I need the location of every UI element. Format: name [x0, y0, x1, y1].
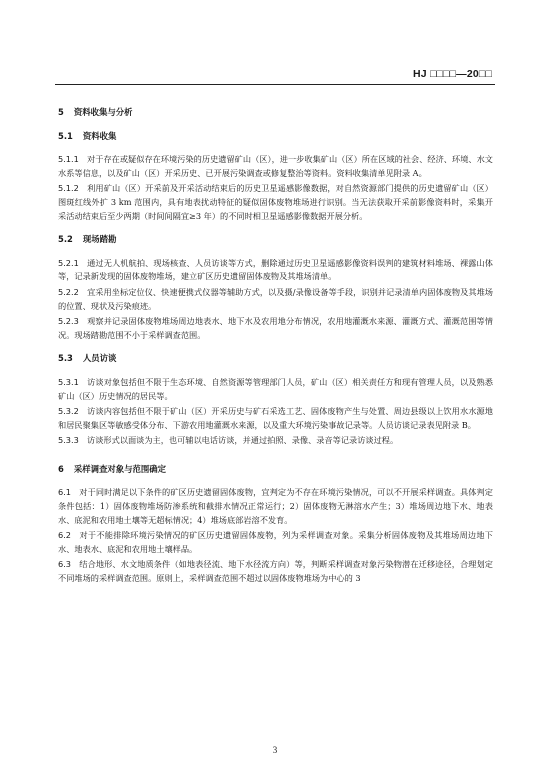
heading-text: 资料收集 [82, 130, 117, 141]
heading-number: 5 [58, 107, 64, 117]
page-number: 3 [272, 745, 278, 755]
standard-code-header: HJ □□□□—20□□ [413, 68, 492, 80]
clause-text: 访谈对象包括但不限于生态环境、自然资源等管理部门人员，矿山（区）相关责任方和现有管理人员，以及熟悉矿山（区）历史情况的居民等。 [58, 376, 493, 401]
spacer [58, 143, 493, 153]
heading-number: 5.3 [58, 353, 73, 364]
clause-number: 5.1.1 [58, 154, 79, 165]
clause-number: 5.2.1 [58, 257, 79, 268]
spacer [58, 476, 493, 486]
clause-paragraph [58, 434, 493, 448]
clause-number: 5.2.3 [58, 316, 79, 327]
subsection-heading [58, 352, 493, 366]
clause-text: 访谈形式以面谈为主，也可辅以电话访谈，并通过拍照、录像、录音等记录访谈过程。 [87, 435, 399, 446]
clause-paragraph [58, 257, 493, 284]
clause-number: 5.1.2 [58, 183, 79, 194]
clause-number: 6.2 [58, 530, 72, 541]
clause-number: 5.2.2 [58, 286, 79, 297]
clause-number: 6.3 [58, 559, 72, 570]
heading-text: 资料收集与分析 [73, 107, 133, 117]
clause-text: 访谈内容包括但不限于矿山（区）开采历史与矿石采选工艺、固体废物产生与处置、周边县级以上饮用水水源地和居民聚集区等敏感受体分布、下游农用地灌溉水来源，以及重大环境污染事故记录等。人员访谈记录表见附录 B。 [58, 406, 493, 430]
heading-text: 采样调查对象与范围确定 [73, 463, 166, 474]
clause-number: 5.3.2 [58, 406, 79, 417]
document-body [58, 106, 493, 586]
spacer [58, 247, 493, 257]
clause-text: 观察并记录固体废物堆场周边地表水、地下水及农用地分布情况，农用地灌溉水来源、灌溉方式、灌溉范围等情况。现场踏勘范围不小于采样调查范围。 [58, 316, 493, 340]
spacer [58, 223, 493, 233]
clause-paragraph [58, 315, 493, 342]
clause-text: 对于存在或疑似存在环境污染的历史遗留矿山（区），进一步收集矿山（区）所在区域的社会、经济、环境、水文水系等信息，以及矿山（区）开采历史、已开展污染调查或修复整治等资料。资料收集清单见附录 A。 [58, 154, 493, 178]
clause-text: 宜采用坐标定位仪、快速便携式仪器等辅助方式，以及摄/录像设备等手段，识别并记录清单内固体废物及其堆场的位置、现状及污染痕迹。 [58, 286, 493, 311]
clause-text: 结合地形、水文地质条件（如地表径流、地下水径流方向）等，判断采样调查对象污染物潜在迁移途径，合理划定不同堆场的采样调查范围。原则上，采样调查范围不超过以固体废物堆场为中心的 3 [58, 559, 493, 584]
spacer [58, 448, 493, 463]
subsection-heading [58, 233, 493, 247]
clause-text: 利用矿山（区）开采前及开采活动结束后的历史卫星遥感影像数据，对自然资源部门提供的历史遗留矿山（区）图斑红线外扩 3 km 范围内，具有地表扰动特征的疑似固体废物堆场进行识别。当无法获取开采前影像资料时，采集开采活动结束后至少两期（时间间隔宜≥3 年）的不同时相卫星遥感影像数据开展分析。 [58, 183, 493, 221]
section-heading [58, 463, 493, 477]
clause-text: 对于不能排除环境污染情况的矿区历史遗留固体废物，列为采样调查对象。采集分析固体废物及其堆场周边地下水、地表水、底泥和农用地土壤样品。 [58, 530, 493, 554]
clause-text: 对于同时满足以下条件的矿区历史遗留固体废物，宜判定为不存在环境污染情况，可以不开展采样调查。具体判定条件包括：1）固体废物堆场防渗系统和截排水情况正常运行；2）固体废物无淋溶水产生；3）堆场周边地下水、地表水、底泥和农用地土壤等无超标情况；4）堆场底部岩溶不发育。 [58, 487, 493, 525]
heading-number: 6 [58, 463, 64, 474]
clause-text: 通过无人机航拍、现场核查、人员访谈等方式，删除通过历史卫星遥感影像资料误判的建筑材料堆场、裸露山体等，记录新发现的固体废物堆场，建立矿区历史遗留固体废物及其堆场清单。 [58, 257, 493, 282]
clause-paragraph [58, 376, 493, 403]
spacer [58, 120, 493, 130]
clause-paragraph [58, 486, 493, 527]
heading-text: 现场踏勘 [82, 234, 117, 245]
clause-number: 5.3.3 [58, 435, 79, 446]
clause-paragraph [58, 286, 493, 313]
clause-number: 5.3.1 [58, 376, 79, 387]
section-heading [58, 106, 493, 120]
clause-paragraph [58, 405, 493, 432]
clause-paragraph [58, 153, 493, 180]
spacer [58, 342, 493, 352]
heading-number: 5.2 [58, 234, 73, 245]
header-divider [55, 84, 495, 85]
heading-number: 5.1 [58, 130, 73, 141]
heading-text: 人员访谈 [82, 353, 117, 364]
clause-paragraph [58, 558, 493, 585]
clause-paragraph [58, 182, 493, 223]
spacer [58, 366, 493, 376]
clause-paragraph [58, 529, 493, 556]
subsection-heading [58, 130, 493, 144]
clause-number: 6.1 [58, 487, 72, 498]
